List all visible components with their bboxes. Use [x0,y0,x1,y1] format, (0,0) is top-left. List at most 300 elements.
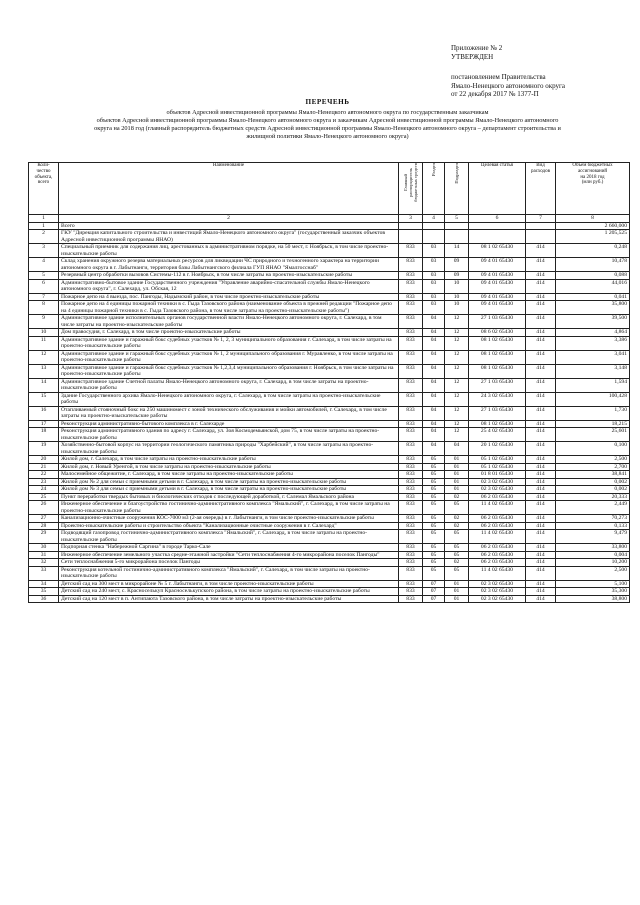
row-name: Реконструкция административно-бытового комплекса в г. Салехарде [59,420,399,428]
row-section: 04 [423,364,445,378]
row-section: 03 [423,272,445,280]
row-name: Пожарное депо на 4 выезда, пос. Пангоды, Надымский район, в том числе проектно-изыскательские работы [59,293,399,301]
row-name: Административное здание исполнительных органов государственной власти Ямало-Ненецкого автономного округа, г. Салехард, в том числе затраты на проектно-изыскательские работы [59,315,399,329]
header-article: Целевая статья [469,163,526,215]
row-name: Резервный центр обработки вызовов Системы-112 в г. Ноябрьск, в том числе затраты на проектно-изыскательские работы [59,272,399,280]
row-name: Малосемейное общежитие, г. Салехард, в том числе затраты на проектно-изыскательские работы [59,471,399,479]
row-article: 09 4 01 65430 [469,301,526,315]
row-subsection: 12 [445,350,469,364]
table-row [29,428,630,442]
row-subsection: 01 [445,463,469,471]
row-section: 04 [423,336,445,350]
row-number: 35 [29,588,59,596]
row-grbs: 833 [399,486,423,494]
col-number: 8 [556,215,630,223]
title-line-4: жилищной политики Ямало-Ненецкого автономного округа) [246,132,409,140]
row-exp-type: 414 [526,515,556,523]
table-row [29,301,630,315]
row-section: 04 [423,350,445,364]
row-number: 10 [29,329,59,337]
row-grbs: 833 [399,315,423,329]
row-grbs: 833 [399,392,423,406]
table-row [29,463,630,471]
row-amount: 38,800 [556,595,630,603]
table-row [29,456,630,464]
row-name: Реконструкция административного здания по адресу г. Салехард, ул. Зоя Космодемьянской, дом 75, в том числе затраты на проектно-изыскательские работы [59,428,399,442]
row-grbs: 833 [399,406,423,420]
row-subsection: 12 [445,420,469,428]
row-article: 08 1 02 65430 [469,336,526,350]
table-row [29,293,630,301]
row-number: 25 [29,493,59,501]
row-grbs: 833 [399,522,423,530]
row-name: Жилой дом, г. Новый Уренгой, в том числе затраты на проектно-изыскательские работы [59,463,399,471]
row-section: 05 [423,456,445,464]
row-exp-type: 414 [526,501,556,515]
table-row [29,442,630,456]
table-row [29,493,630,501]
col-number: 7 [526,215,556,223]
row-subsection: 12 [445,406,469,420]
row-amount: 25,601 [556,428,630,442]
row-number: 8 [29,301,59,315]
row-number: 20 [29,456,59,464]
row-number: 4 [29,258,59,272]
row-name: Здание Государственного архива Ямало-Ненецкого автономного округа, г. Салехард, в том числе затраты на проектно-изыскательские работы [59,392,399,406]
row-section: 05 [423,493,445,501]
col-number: 6 [469,215,526,223]
row-name: Административное здание Счетной палаты Ямало-Ненецкого автономного округа, г. Салехард, в том числе затраты на проектно-изыскательские работы [59,378,399,392]
row-grbs: 833 [399,301,423,315]
approval-block [451,44,636,99]
row-name: Канализационно-очистные сооружения КОС-7000 м3 (2-ая очередь) в г. Лабытнанги, в том числе проектно-изыскательские работы [59,515,399,523]
row-grbs: 833 [399,456,423,464]
table-row [29,364,630,378]
row-name: Детский сад на 240 мест, с. Красноселькуп Красноселькупского района, в том числе затраты на проектно-изыскательские работы [59,588,399,596]
row-name: Проектно-изыскательские работы и строительство объекта "Канализационные очистные сооружения в г. Салехард" [59,522,399,530]
row-name: Реконструкция котельной гостинично-административного комплекса "Ямальский", г. Салехард, в том числе затраты на проектно-изыскательские работы [59,566,399,580]
row-exp-type: 414 [526,350,556,364]
row-article: 02 3 02 65430 [469,486,526,494]
row-subsection: 12 [445,336,469,350]
row-number: 13 [29,364,59,378]
row-name: Пожарное депо на 4 единицы пожарной техники в с. Гыда Тазовского района (наименование объекта в прежней редакции "Пожарное депо на 4 единицы пожарной техники в с. Гыда Тазовского района, в том числе затраты на проектно-изыскательские работы") [59,301,399,315]
table-row [29,478,630,486]
row-subsection: 14 [445,244,469,258]
row-exp-type: 414 [526,392,556,406]
row-grbs: 833 [399,530,423,544]
row-amount: 0,133 [556,522,630,530]
row-article: 06 2 03 65430 [469,559,526,567]
row-exp-type [526,230,556,244]
row-amount: 38,841 [556,471,630,479]
row-grbs: 833 [399,471,423,479]
row-exp-type: 414 [526,293,556,301]
table-row [29,530,630,544]
row-exp-type: 414 [526,463,556,471]
row-article: 27 1 03 65430 [469,315,526,329]
row-section: 04 [423,428,445,442]
row-name: Хозяйственно-бытовой корпус на территории геологического памятника природы "Харбейский", в том числе затраты на проектно-изыскательские работы [59,442,399,456]
row-article: 09 4 01 65430 [469,258,526,272]
row-number: 12 [29,350,59,364]
row-grbs: 833 [399,478,423,486]
approved-label: УТВЕРЖДЕН [451,52,494,61]
row-name: Всего [59,222,399,230]
row-article: 02 3 02 65430 [469,580,526,588]
header-grbs: Главный распорядитель бюджетных средств [399,163,423,215]
row-name: Специальный приемник для содержания лиц, арестованных в административном порядке, на 50 мест, г. Ноябрьск, в том числе проектно-изыскательские работы [59,244,399,258]
table-row [29,486,630,494]
row-article: 06 2 03 65430 [469,522,526,530]
row-name: Подводящий газопровод гостинично-административного комплекса "Ямальский", г. Салехард, в том числе затраты на проектно-изыскательские работы [59,530,399,544]
row-article [469,222,526,230]
title-line-3: округа на 2018 год (главный распорядитель бюджетных средств Адресной инвестиционной программы Ямало-Ненецкого автономного округа – департамент строительства и [94,124,561,132]
row-subsection: 05 [445,501,469,515]
row-article: 09 4 01 65430 [469,279,526,293]
row-exp-type: 414 [526,544,556,552]
table-body [29,222,630,603]
row-section [423,230,445,244]
row-name: Инженерное обеспечение земельного участка средне-этажной застройки "Сети теплоснабжения 4-го микрорайона поселок Пангоды" [59,551,399,559]
table-row [29,315,630,329]
row-section: 05 [423,501,445,515]
row-article: 27 1 03 65430 [469,406,526,420]
row-subsection: 02 [445,515,469,523]
row-subsection: 12 [445,315,469,329]
row-number: 32 [29,559,59,567]
row-number: 29 [29,530,59,544]
row-number: 15 [29,392,59,406]
row-grbs [399,230,423,244]
row-amount: 33,800 [556,544,630,552]
row-section: 04 [423,420,445,428]
row-subsection: 01 [445,456,469,464]
row-name: Склад хранения окружного резерва материальных ресурсов для ликвидации ЧС природного и техногенного характера на территории автономного округа в г. Лабытнанги, территория базы Лабытнангского филиала ГУП ЯНАО "Ямалгосснаб" [59,258,399,272]
row-article: 08 6 02 65430 [469,329,526,337]
row-number: 18 [29,428,59,442]
row-grbs: 833 [399,420,423,428]
row-number: 2 [29,230,59,244]
row-grbs: 833 [399,559,423,567]
row-article: 11 4 02 65430 [469,530,526,544]
row-article: 11 4 02 65430 [469,501,526,515]
row-section: 05 [423,530,445,544]
row-grbs: 833 [399,428,423,442]
row-subsection: 02 [445,522,469,530]
row-name: Пункт переработки твердых бытовых и биологических отходов с последующей доработкой, г. Салемал Ямальского района [59,493,399,501]
row-subsection: 10 [445,279,469,293]
table-row [29,350,630,364]
row-article: 02 3 02 65430 [469,595,526,603]
row-amount: 0,100 [556,442,630,456]
table-row [29,559,630,567]
row-exp-type: 414 [526,486,556,494]
table-row [29,272,630,280]
decree-line-2: Ямало-Ненецкого автономного округа [451,81,566,90]
row-exp-type: 414 [526,478,556,486]
row-article: 01 8 01 65430 [469,471,526,479]
document-title [30,99,625,141]
row-article: 06 2 03 65430 [469,544,526,552]
row-amount: 0,248 [556,244,630,258]
row-grbs: 833 [399,378,423,392]
row-article: 24 3 02 65430 [469,392,526,406]
table-row [29,522,630,530]
row-section: 03 [423,244,445,258]
row-name: Административное здание и гаражный бокс судебных участков № 1, 2 муниципального образования г. Муравленко, в том числе затраты на проектно-изыскательские работы [59,350,399,364]
row-name: Жилой дом, г. Салехард, в том числе затраты на проектно-изыскательские работы [59,456,399,464]
row-grbs: 833 [399,336,423,350]
table-row [29,279,630,293]
row-article: 06 2 03 65430 [469,493,526,501]
row-number: 27 [29,515,59,523]
row-grbs [399,222,423,230]
row-amount: 2,700 [556,463,630,471]
row-number: 9 [29,315,59,329]
row-amount: 0,002 [556,486,630,494]
row-article: 25 4 02 65430 [469,428,526,442]
row-exp-type: 414 [526,559,556,567]
row-number: 19 [29,442,59,456]
row-amount: 1,730 [556,406,630,420]
row-subsection [445,230,469,244]
row-number: 33 [29,566,59,580]
table-row [29,230,630,244]
row-exp-type: 414 [526,301,556,315]
title-line-2: объектов Адресной инвестиционной программы Ямало-Ненецкого автономного округа и заказчикам Адресной инвестиционной программы Ямало-Ненецкого автономного [96,116,559,124]
row-name: Жилой дом № 3 для семьи с приемными детьми в г. Салехард, в том числе затраты на проектно-изыскательские работы [59,486,399,494]
row-name: Детский сад на 120 мест в п. Антипаюта Тазовского района, в том числе затраты на проектно-изыскательские работы [59,595,399,603]
row-exp-type: 414 [526,471,556,479]
row-article: 09 4 01 65430 [469,272,526,280]
row-section: 04 [423,406,445,420]
row-exp-type: 414 [526,272,556,280]
row-exp-type: 414 [526,566,556,580]
header-amount: Объем бюджетных ассигнований на 2018 год (млн руб.) [556,163,630,215]
row-section: 05 [423,471,445,479]
row-section: 03 [423,293,445,301]
row-article: 02 3 02 65430 [469,478,526,486]
row-exp-type: 414 [526,244,556,258]
table-row [29,595,630,603]
col-number: 3 [399,215,423,223]
row-name: Жилой дом № 2 для семьи с приемными детьми в г. Салехард, в том числе затраты на проектно-изыскательские работы [59,478,399,486]
row-grbs: 833 [399,279,423,293]
row-amount: 70,273 [556,515,630,523]
row-exp-type: 414 [526,522,556,530]
decree-line-1: постановлением Правительства [451,73,546,82]
row-grbs: 833 [399,272,423,280]
row-grbs: 833 [399,544,423,552]
row-name: Сети теплоснабжения 5-го микрорайона поселок Пангоды [59,559,399,567]
row-amount: 10,200 [556,559,630,567]
table-row [29,551,630,559]
row-subsection: 09 [445,258,469,272]
row-number: 28 [29,522,59,530]
row-exp-type: 414 [526,595,556,603]
row-exp-type: 414 [526,580,556,588]
row-amount: 2 660,000 [556,222,630,230]
row-amount: 3,386 [556,336,630,350]
row-name: Административное здание и гаражный бокс судебных участков № 1, 2, 3 муниципального образования г. Салехард, в том числе затраты на проектно-изыскательские работы [59,336,399,350]
row-article: 06 2 03 65430 [469,551,526,559]
row-number: 31 [29,551,59,559]
table-row [29,406,630,420]
row-amount: 0,088 [556,272,630,280]
header-section: Раздел [423,163,445,215]
row-section [423,222,445,230]
row-number: 1 [29,222,59,230]
row-number: 34 [29,580,59,588]
row-amount: 0,041 [556,293,630,301]
row-subsection: 01 [445,580,469,588]
decree-line-3: от 22 декабря 2017 № 1377-П [451,90,539,99]
row-grbs: 833 [399,580,423,588]
row-subsection: 12 [445,378,469,392]
header-name: Наименование [59,163,399,215]
row-amount: 0,004 [556,551,630,559]
header-subsection: Подраздел [445,163,469,215]
col-number: 1 [29,215,59,223]
row-grbs: 833 [399,515,423,523]
row-subsection: 04 [445,442,469,456]
row-exp-type: 414 [526,258,556,272]
row-name: ГКУ "Дирекция капитального строительства и инвестиций Ямало-Ненецкого автономного округа" (государственный заказчик объектов Адресной инвестиционной программы ЯНАО) [59,230,399,244]
row-exp-type: 414 [526,588,556,596]
row-article: 09 4 01 65430 [469,293,526,301]
header-num: Коли- чество объекта, всего [29,163,59,215]
row-exp-type: 414 [526,493,556,501]
title-line-1: объектов Адресной инвестиционной программы Ямало-Ненецкого автономного округа по государственным заказчикам [166,108,489,116]
row-subsection: 02 [445,559,469,567]
row-article: 05 1 02 65430 [469,463,526,471]
row-grbs: 833 [399,364,423,378]
table-row [29,566,630,580]
table-row [29,329,630,337]
row-exp-type: 414 [526,428,556,442]
row-article: 08 1 02 65430 [469,364,526,378]
row-name: Дом правосудия, г. Салехард, в том числе проектно-изыскательские работы [59,329,399,337]
row-grbs: 833 [399,501,423,515]
row-section: 04 [423,392,445,406]
table-row [29,378,630,392]
row-grbs: 833 [399,463,423,471]
table-row [29,420,630,428]
row-number: 30 [29,544,59,552]
row-grbs: 833 [399,566,423,580]
row-article: 08 1 02 65430 [469,244,526,258]
row-exp-type: 414 [526,551,556,559]
row-subsection: 05 [445,530,469,544]
row-exp-type: 414 [526,315,556,329]
row-number: 26 [29,501,59,515]
row-name: Инженерное обеспечение и благоустройство гостинично-административного комплекса "Ямальский", г. Салехард, в том числе затраты на проектно-изыскательские работы [59,501,399,515]
col-number: 5 [445,215,469,223]
row-grbs: 833 [399,258,423,272]
row-article: 05 1 02 65430 [469,456,526,464]
table-row [29,258,630,272]
row-exp-type [526,222,556,230]
title-heading: ПЕРЕЧЕНЬ [305,98,350,106]
row-amount: 35,300 [556,588,630,596]
row-section: 05 [423,566,445,580]
row-name: Административно-бытовое здание Государственного учреждения "Управление аварийно-спасательной службы Ямало-Ненецкого автономного округа", г. Салехард, ул. Обская, 12 [59,279,399,293]
row-number: 17 [29,420,59,428]
row-exp-type: 414 [526,378,556,392]
row-number: 22 [29,471,59,479]
row-subsection: 10 [445,293,469,301]
row-section: 05 [423,486,445,494]
row-section: 07 [423,595,445,603]
table-row [29,515,630,523]
row-name: Административное здание и гаражный бокс судебных участков № 1,2,3,4 муниципального образования г. Ноябрьск, в том числе затраты на проектно-изыскательские работы [59,364,399,378]
row-section: 07 [423,588,445,596]
row-article: 27 1 03 65430 [469,378,526,392]
row-section: 07 [423,580,445,588]
row-amount: 1,594 [556,378,630,392]
row-subsection: 09 [445,272,469,280]
row-number: 16 [29,406,59,420]
header-exp-type: Вид расходов [526,163,556,215]
row-section: 05 [423,463,445,471]
row-number: 36 [29,595,59,603]
row-amount: 10,478 [556,258,630,272]
row-section: 04 [423,378,445,392]
col-number: 2 [59,215,399,223]
row-amount: 3,041 [556,350,630,364]
row-amount: 5,100 [556,580,630,588]
row-article: 02 3 02 65430 [469,588,526,596]
row-amount: 18,215 [556,420,630,428]
row-exp-type: 414 [526,456,556,464]
row-subsection: 12 [445,392,469,406]
row-amount: 2,500 [556,456,630,464]
row-exp-type: 414 [526,530,556,544]
table-row [29,588,630,596]
row-section: 05 [423,515,445,523]
row-subsection: 05 [445,544,469,552]
row-section: 05 [423,551,445,559]
row-article: 20 1 02 65430 [469,442,526,456]
row-exp-type: 414 [526,279,556,293]
row-article: 06 2 03 65430 [469,515,526,523]
column-number-row [29,215,630,223]
row-name: Отапливаемый стояночный бокс на 250 машиномест с зоной технического обслуживания и мойки автомобилей, г. Салехард, в том числе затраты на проектно-изыскательские работы [59,406,399,420]
row-subsection: 01 [445,486,469,494]
row-subsection: 12 [445,428,469,442]
row-section: 04 [423,315,445,329]
row-section: 05 [423,522,445,530]
row-subsection: 05 [445,566,469,580]
table-row [29,471,630,479]
row-amount: 9,479 [556,530,630,544]
row-number: 6 [29,279,59,293]
row-amount: 35,800 [556,301,630,315]
row-number: 5 [29,272,59,280]
row-section: 05 [423,544,445,552]
table-row [29,580,630,588]
table-row [29,392,630,406]
row-section: 04 [423,442,445,456]
row-section: 05 [423,559,445,567]
row-grbs: 833 [399,350,423,364]
table-row [29,501,630,515]
row-article [469,230,526,244]
row-subsection: 05 [445,551,469,559]
row-subsection: 12 [445,364,469,378]
row-section: 04 [423,329,445,337]
